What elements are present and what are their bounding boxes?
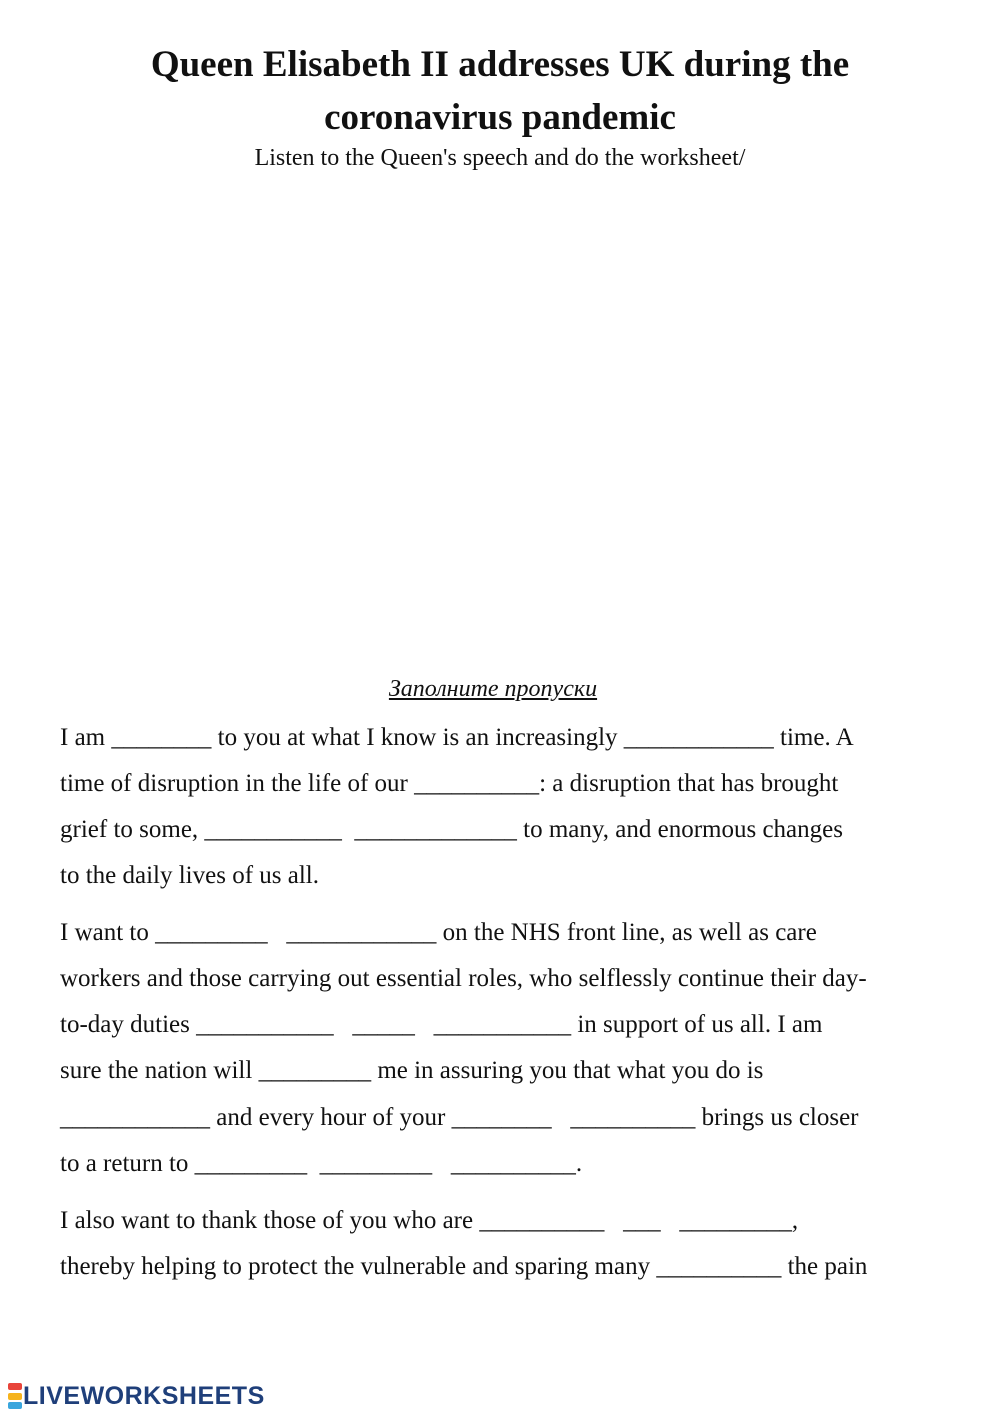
- badge-stripe: [8, 1402, 22, 1409]
- liveworksheets-logo: [8, 1381, 265, 1411]
- worksheet-title: [0, 38, 1000, 144]
- text-line: ____________ and every hour of your ________ __________ brings us closer: [60, 1104, 859, 1131]
- text-line: thereby helping to protect the vulnerable and sparing many __________ the pain: [60, 1253, 868, 1280]
- text-line: to-day duties ___________ _____ ___________ in support of us all. I am: [60, 1011, 823, 1038]
- text-line: to the daily lives of us all.: [60, 862, 319, 889]
- text-line: to a return to _________ _________ __________.: [60, 1150, 583, 1177]
- text-line: time of disruption in the life of our __________: a disruption that has brought: [60, 770, 839, 797]
- worksheet-subtitle: Listen to the Queen's speech and do the worksheet/: [254, 145, 746, 171]
- logo-badge-icon: [8, 1383, 22, 1409]
- text-line: sure the nation will _________ me in assuring you that what you do is: [60, 1057, 764, 1084]
- text-line: I am ________ to you at what I know is an increasingly ____________ time. A: [60, 724, 854, 751]
- title-line-1: Queen Elisabeth II addresses UK during the: [150, 44, 850, 85]
- badge-stripe: [8, 1393, 22, 1400]
- text-line: workers and those carrying out essential roles, who selflessly continue their day-: [60, 965, 867, 992]
- text-line: I also want to thank those of you who are __________ ___ _________,: [60, 1207, 799, 1234]
- title-line-2: coronavirus pandemic: [324, 97, 676, 138]
- badge-stripe: [8, 1383, 22, 1390]
- logo-text: LIVEWORKSHEETS: [23, 1381, 265, 1410]
- text-line: grief to some, ___________ _____________ to many, and enormous changes: [60, 816, 843, 843]
- text-line: I want to _________ ____________ on the NHS front line, as well as care: [60, 919, 817, 946]
- exercise-instruction: Заполните пропуски: [388, 676, 598, 702]
